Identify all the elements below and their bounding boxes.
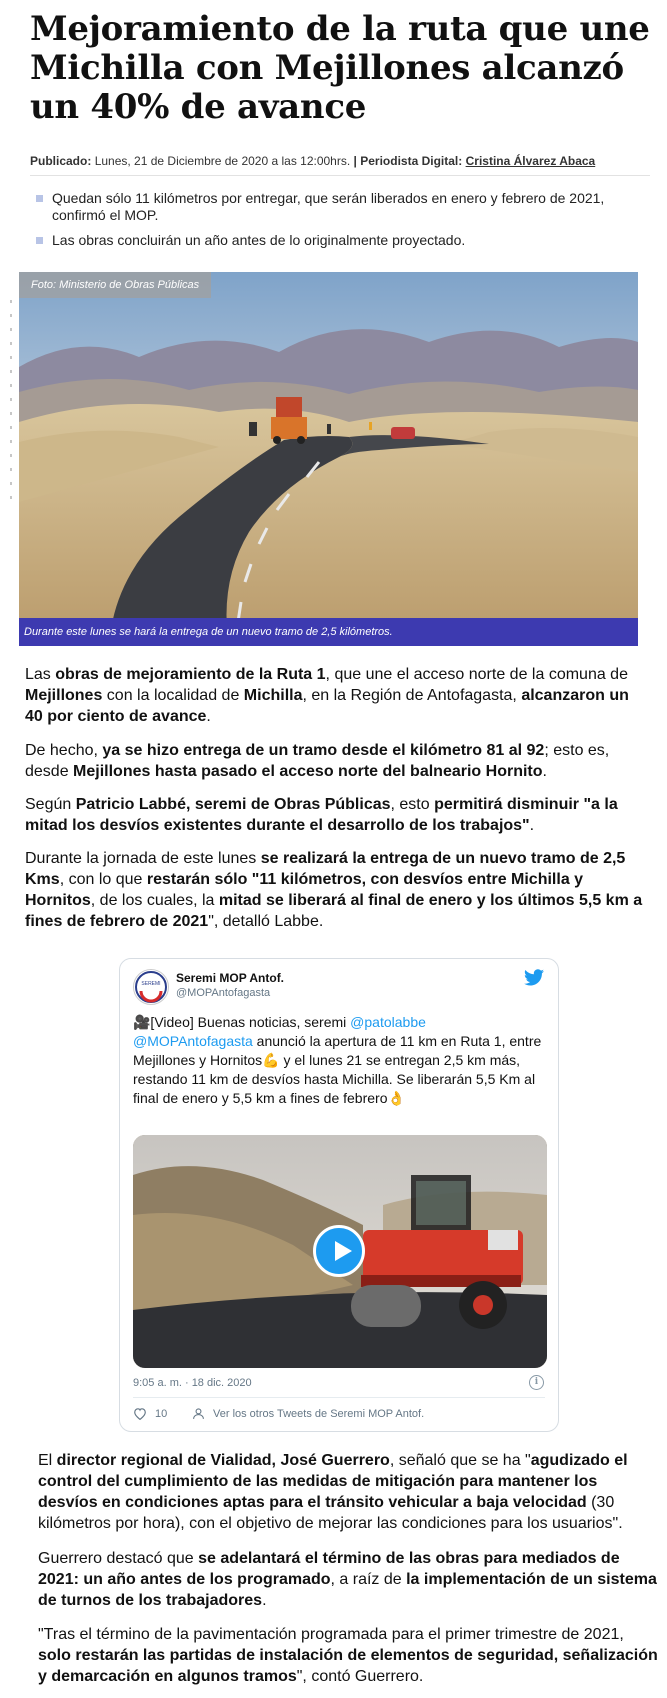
text-run: El — [38, 1452, 57, 1469]
summary-bullets — [36, 190, 646, 257]
journalist-link[interactable]: Cristina Álvarez Abaca — [465, 154, 596, 168]
text-run: , con lo que — [59, 871, 147, 888]
text-run: ", contó Guerrero. — [296, 1668, 424, 1685]
summary-bullet-text: Las obras concluirán un año antes de lo originalmente proyectado. — [52, 232, 466, 248]
avatar-logo-text: SEREMI — [141, 981, 161, 987]
summary-bullet-text: Quedan sólo 11 kilómetros por entregar, que serán liberados en enero y febrero de 2021, confirmó el MOP. — [52, 190, 605, 223]
bullet-square-icon — [36, 195, 43, 202]
tweet-mention[interactable]: @MOPAntofagasta — [133, 1033, 253, 1049]
seremi-logo-icon — [134, 970, 168, 1004]
text-run: con la localidad de — [102, 687, 244, 704]
text-run: . — [262, 1592, 267, 1609]
tweet-video[interactable] — [133, 1135, 547, 1368]
article-paragraph-7 — [38, 1624, 660, 1687]
tweet-like-button[interactable] — [133, 1407, 167, 1420]
text-run-bold: se adelantará el término de las obras para mediados de 2021: un año antes de los programado — [38, 1550, 620, 1588]
tweet-text-run: anunció la apertura de 11 km en Ruta 1, entre Mejillones y Hornitos💪 y el lunes 21 se entregan 2,5 km más, restando 11 km de desvíos hasta Michilla. Se liberarán 5,5 Km al final de enero y 5,5 km a fines de febrero👌 — [133, 1033, 542, 1106]
text-run-bold: obras de mejoramiento de la Ruta 1 — [55, 666, 326, 683]
tweet-author-name[interactable]: Seremi MOP Antof. — [176, 971, 285, 985]
text-run: "Tras el término de la pavimentación programada para el primer trimestre de 2021, — [38, 1626, 624, 1643]
article-headline: Mejoramiento de la ruta que une Michilla con Mejillones alcanzó un 40% de avance — [30, 9, 650, 127]
tweet-mention[interactable]: @patolabbe — [350, 1014, 426, 1030]
article-paragraph-2 — [25, 740, 650, 782]
text-run-bold: Mejillones — [25, 687, 103, 704]
text-run-bold: se realizará la entrega de un nuevo tramo de 2,5 Kms — [25, 850, 626, 888]
tweet-like-count: 10 — [155, 1407, 168, 1420]
summary-bullet — [36, 190, 646, 224]
text-run-bold: mitad se liberará al final de enero y los últimos 5,5 km a fines de febrero de 2021 — [25, 892, 643, 930]
twitter-bird-icon-svg — [524, 969, 544, 986]
text-run: , en la Región de Antofagasta, — [302, 687, 522, 704]
tweet-more-label: Ver los otros Tweets de Seremi MOP Antof. — [213, 1407, 425, 1420]
text-run: . — [529, 817, 535, 834]
text-run: ; esto es, desde — [25, 742, 610, 780]
person-icon — [192, 1407, 205, 1420]
article-paragraph-6 — [38, 1548, 660, 1611]
tweet-author-handle[interactable]: @MOPAntofagasta — [176, 987, 271, 999]
text-run: ", detalló Labbe. — [208, 913, 324, 930]
text-run-bold: solo restarán las partidas de instalación de elementos de seguridad, señalización y demarcación en algunos tramos — [38, 1647, 658, 1685]
text-run: . — [542, 763, 547, 780]
text-run: , a raíz de — [330, 1571, 407, 1588]
heart-icon — [133, 1407, 147, 1420]
text-run: . — [206, 708, 211, 725]
text-run: Durante la jornada de este lunes — [25, 850, 261, 867]
published-date: Lunes, 21 de Diciembre de 2020 a las 12:00hrs. — [94, 154, 351, 168]
text-run-bold: ya se hizo entrega de un tramo desde el kilómetro 81 al 92 — [102, 742, 545, 759]
text-run-bold: Michilla — [243, 687, 303, 704]
page-edge-decoration — [10, 300, 12, 500]
text-run-bold: director regional de Vialidad, José Guerrero — [56, 1452, 390, 1469]
tweet-timestamp[interactable]: 9:05 a. m. · 18 dic. 2020 — [133, 1377, 252, 1389]
photo-caption: Durante este lunes se hará la entrega de un nuevo tramo de 2,5 kilómetros. — [19, 618, 638, 646]
photo-credit: Foto: Ministerio de Obras Públicas — [19, 272, 211, 298]
text-run-bold: agudizado el control del cumplimiento de las medidas de mitigación para mantener los desvíos en condiciones aptas para el tránsito vehicular a baja velocidad — [38, 1452, 628, 1511]
article-meta — [30, 154, 650, 176]
article-paragraph-5 — [38, 1450, 660, 1534]
text-run: Las — [25, 666, 56, 683]
play-icon[interactable] — [313, 1225, 365, 1277]
tweet-avatar[interactable] — [133, 969, 169, 1005]
meta-separator: | — [353, 154, 357, 168]
tweet-more-link[interactable] — [192, 1407, 424, 1420]
road-photo-illustration — [19, 272, 638, 646]
published-label: Publicado: — [30, 154, 92, 168]
journalist-label: Periodista Digital: — [360, 154, 463, 168]
tweet-divider — [133, 1397, 545, 1398]
text-run-bold: Patricio Labbé, seremi de Obras Públicas — [75, 796, 391, 813]
twitter-bird-icon[interactable] — [524, 969, 544, 991]
text-run: Según — [25, 796, 76, 813]
embedded-tweet[interactable] — [119, 958, 559, 1432]
article-paragraph-1 — [25, 664, 650, 727]
text-run-bold: permitirá disminuir "a la mitad los desvíos existentes durante el desarrollo de los trabajos" — [25, 796, 618, 834]
text-run: (30 kilómetros por hora), con el objetivo de mejorar las condiciones para los usuarios". — [38, 1494, 623, 1532]
tweet-text — [133, 1013, 549, 1108]
article-photo — [19, 272, 638, 646]
text-run-bold: la implementación de un sistema de turnos de los trabajadores — [38, 1571, 657, 1609]
tweet-text-run: 🎥[Video] Buenas noticias, seremi — [133, 1014, 351, 1030]
text-run: Guerrero destacó que — [38, 1550, 199, 1567]
bullet-square-icon — [36, 237, 43, 244]
text-run: , de los cuales, la — [90, 892, 219, 909]
article-paragraph-4 — [25, 848, 650, 932]
text-run: De hecho, — [25, 742, 103, 759]
info-icon[interactable]: i — [529, 1375, 544, 1390]
text-run: , que une el acceso norte de la comuna de — [325, 666, 628, 683]
text-run-bold: restarán sólo "11 kilómetros, con desvíos entre Michilla y Hornitos — [25, 871, 584, 909]
summary-bullet — [36, 232, 646, 249]
article-paragraph-3 — [25, 794, 650, 836]
text-run-bold: Mejillones hasta pasado el acceso norte del balneario Hornito — [73, 763, 543, 780]
text-run: , señaló que se ha " — [389, 1452, 531, 1469]
text-run-bold: alcanzaron un 40 por ciento de avance — [25, 687, 629, 725]
text-run: , esto — [390, 796, 435, 813]
